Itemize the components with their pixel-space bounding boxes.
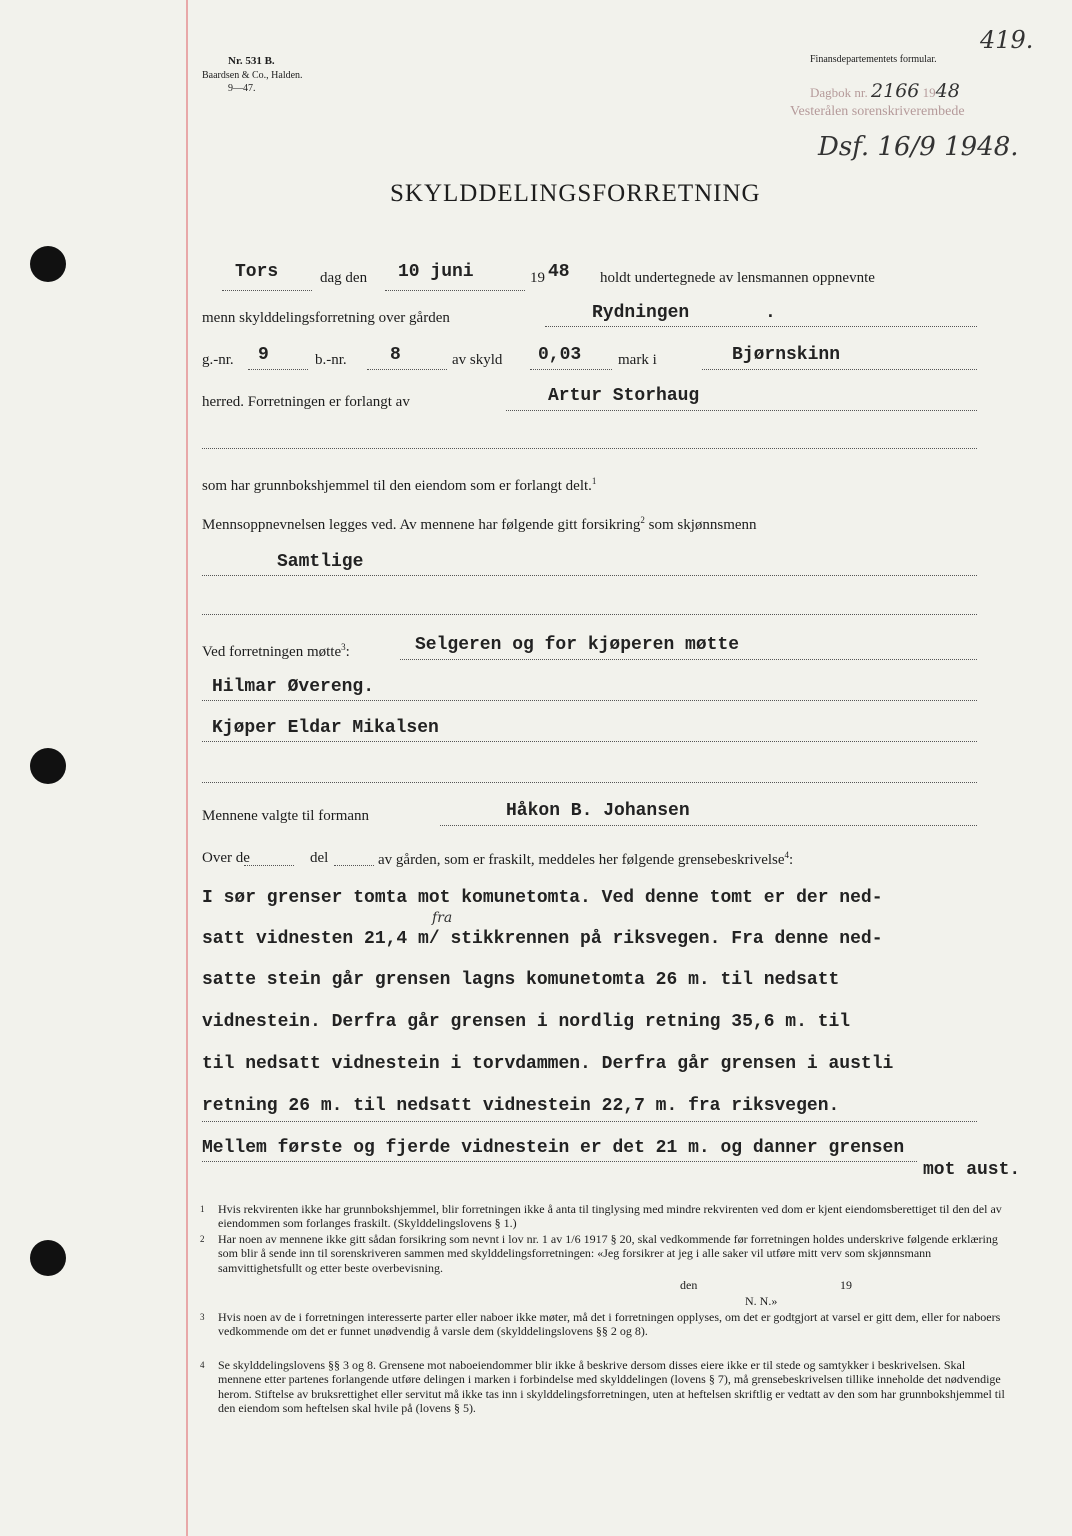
line4-text: herred. Forretningen er forlangt av [202,394,410,410]
attendee-2: Kjøper Eldar Mikalsen [212,718,439,738]
footnote-2-sign: N. N.» [745,1294,778,1308]
attendance-label-text: Ved forretningen møtte [202,644,342,660]
boundary-line-3: satte stein går grensen lagns komunetomta 26 m. til nedsatt [202,970,840,990]
boundary-end: mot aust. [923,1160,1021,1180]
farm-name: Rydningen [592,303,690,323]
footnote-2-year: 19 [840,1278,852,1292]
bnr-label: b.-nr. [315,352,347,368]
line6-body-b: som skjønnsmenn [648,517,757,533]
document-title: SKYLDDELINGSFORRETNING [390,180,761,207]
assessors-value: Samtlige [277,552,364,572]
footnote-3-text: Hvis noen av de i forretningen interesserte parter eller naboer ikke møter, må det i forretningen opplyses, om det er godtgjort at varsel er gitt dem, eller for naboers vedkommende om det er funnet unødvendig å varsle dem (skylddelingslovens §§ 2 og 8). [218,1310,1001,1339]
footnote-4-text: Se skylddelingslovens §§ 3 og 8. Grensene mot naboeiendommer blir ikke å beskrive dersom disses eiere ikke er til stede og samtykker i beskrivelsen. Skal mennene etter partenes forlangende utføre delingen i marken i forbindelse med skylddelingen (lovens § 7), må grensebeskrivelsen tillike inneholde det nødvendige herom. Stiftelse av bruksrettighet eller servitut må ikke tas inn i skylddelingsforretningen, uten at heftelsen skriftlig er vedtatt av den som har grunnbokshjemmel til den eiendom som heftelsen skal hvile på (lovens § 5). [218,1358,1005,1416]
bnr-value: 8 [390,345,401,365]
footnote-2-number: 2 [200,1234,205,1244]
attendance-colon: : [345,644,350,660]
line2-text: menn skylddelingsforretning over gården [202,310,450,326]
margin-line [186,0,188,1536]
form-number: Nr. 531 B. [228,55,275,67]
footnote-4-number: 4 [200,1360,205,1370]
municipality: Bjørnskinn [732,345,841,365]
line6-body-a: Mennsoppnevnelsen legges ved. Av mennene har følgende gitt forsikring [202,517,641,533]
boundary-line-6: retning 26 m. til nedsatt vidnestein 22,7 m. fra riksvegen. [202,1096,840,1116]
chairman-label: Mennene valgte til formann [202,808,370,824]
line5-text [202,476,596,495]
footnote-ref-2: 2 [640,515,645,525]
ministry-form: Finansdepartementets formular. [810,54,937,65]
chairman-value: Håkon B. Johansen [506,801,690,821]
registration-note: Dsf. 16/9 1948. [818,132,1019,162]
page-number: 419. [980,26,1034,54]
court-stamp: Vesterålen sorenskriverembede [790,104,965,119]
gnr-label: g.-nr. [202,352,234,368]
line1-text: holdt undertegnede av lensmannen oppnevnte [600,270,875,286]
footnote-3 [200,1310,1008,1339]
footnote-1-text: Hvis rekvirenten ikke har grunnbokshjemmel, blir forretningen ikke å anta til tinglysing med mindre rekvirenten ved dom er kjent eiendomsberettiget til den del av eiendommen som forlanges fraskilt. (Skylddelingslovens § 1.) [218,1202,1002,1231]
footnote-2-text: Har noen av mennene ikke gitt sådan forsikring som nevnt i lov nr. 1 av 1/6 1917 § 20, skal vedkommende før forretningen holdes underskrive følgende erklæring som blir å sende inn til sorenskriveren sammen med skylddelingsforretningen: «Jeg forsikrer at jeg i alle saker vil utføre mitt verv som skjønnsmann samvittighetsfullt og etter beste overbevisning. [218,1232,998,1275]
skyld-label: av skyld [452,352,503,368]
requester: Artur Storhaug [548,386,700,406]
attendee-1: Hilmar Øvereng. [212,677,375,697]
footnote-1-number: 1 [200,1204,205,1214]
boundary-line-2: satt vidnesten 21,4 m/ stikkrennen på riksvegen. Fra denne ned- [202,929,883,949]
skyld-value: 0,03 [538,345,582,365]
gnr-value: 9 [258,345,269,365]
boundary-line-7: Mellem første og fjerde vidnestein er det 21 m. og danner grensen [202,1138,905,1158]
boundary-line-1: I sør grenser tomta mot komunetomta. Ved denne tomt er der ned- [202,888,883,908]
footnote-1 [200,1202,1008,1231]
meeting-date: 10 juni [398,262,474,282]
journal-stamp [810,80,960,102]
journal-number: 2166 [871,80,920,102]
insert-fra: fra [432,910,453,926]
footnote-ref-3: 3 [341,642,346,652]
publisher: Baardsen & Co., Halden. [202,70,303,81]
over-de-label: Over de [202,850,250,866]
boundary-header-colon: : [789,852,794,868]
line6-text [202,515,757,534]
boundary-header-text [378,850,793,869]
punch-hole [30,246,66,282]
punch-hole [30,748,66,784]
footnote-ref-1: 1 [591,476,597,486]
meeting-year: 48 [548,262,570,282]
footnote-3-number: 3 [200,1312,205,1322]
boundary-line-5: til nedsatt vidnestein i torvdammen. Derfra går grensen i austli [202,1054,894,1074]
attendance-value: Selgeren og for kjøperen møtte [415,635,740,655]
attendance-label [202,642,350,661]
journal-year: 48 [935,80,960,102]
boundary-header-body: av gården, som er fraskilt, meddeles her følgende grensebeskrivelse [378,852,785,868]
line5-body: som har grunnbokshjemmel til den eiendom som er forlangt delt. [202,478,592,494]
punch-hole [30,1240,66,1276]
footnote-2 [200,1232,1008,1275]
mark-label: mark i [618,352,657,368]
footnote-2-den: den [680,1278,698,1292]
journal-year-prefix: 19 [922,85,936,100]
farm-trailing: . [765,303,776,323]
del-label: del [310,850,329,866]
footnote-ref-4: 4 [784,850,790,860]
weekday: Tors [235,262,279,282]
journal-label: Dagbok nr. [810,85,868,100]
year-prefix: 19 [530,270,545,286]
boundary-line-4: vidnestein. Derfra går grensen i nordlig retning 35,6 m. til [202,1012,851,1032]
footnote-4 [200,1358,1008,1416]
dag-den-label: dag den [320,270,368,286]
print-date: 9—47. [228,83,256,94]
